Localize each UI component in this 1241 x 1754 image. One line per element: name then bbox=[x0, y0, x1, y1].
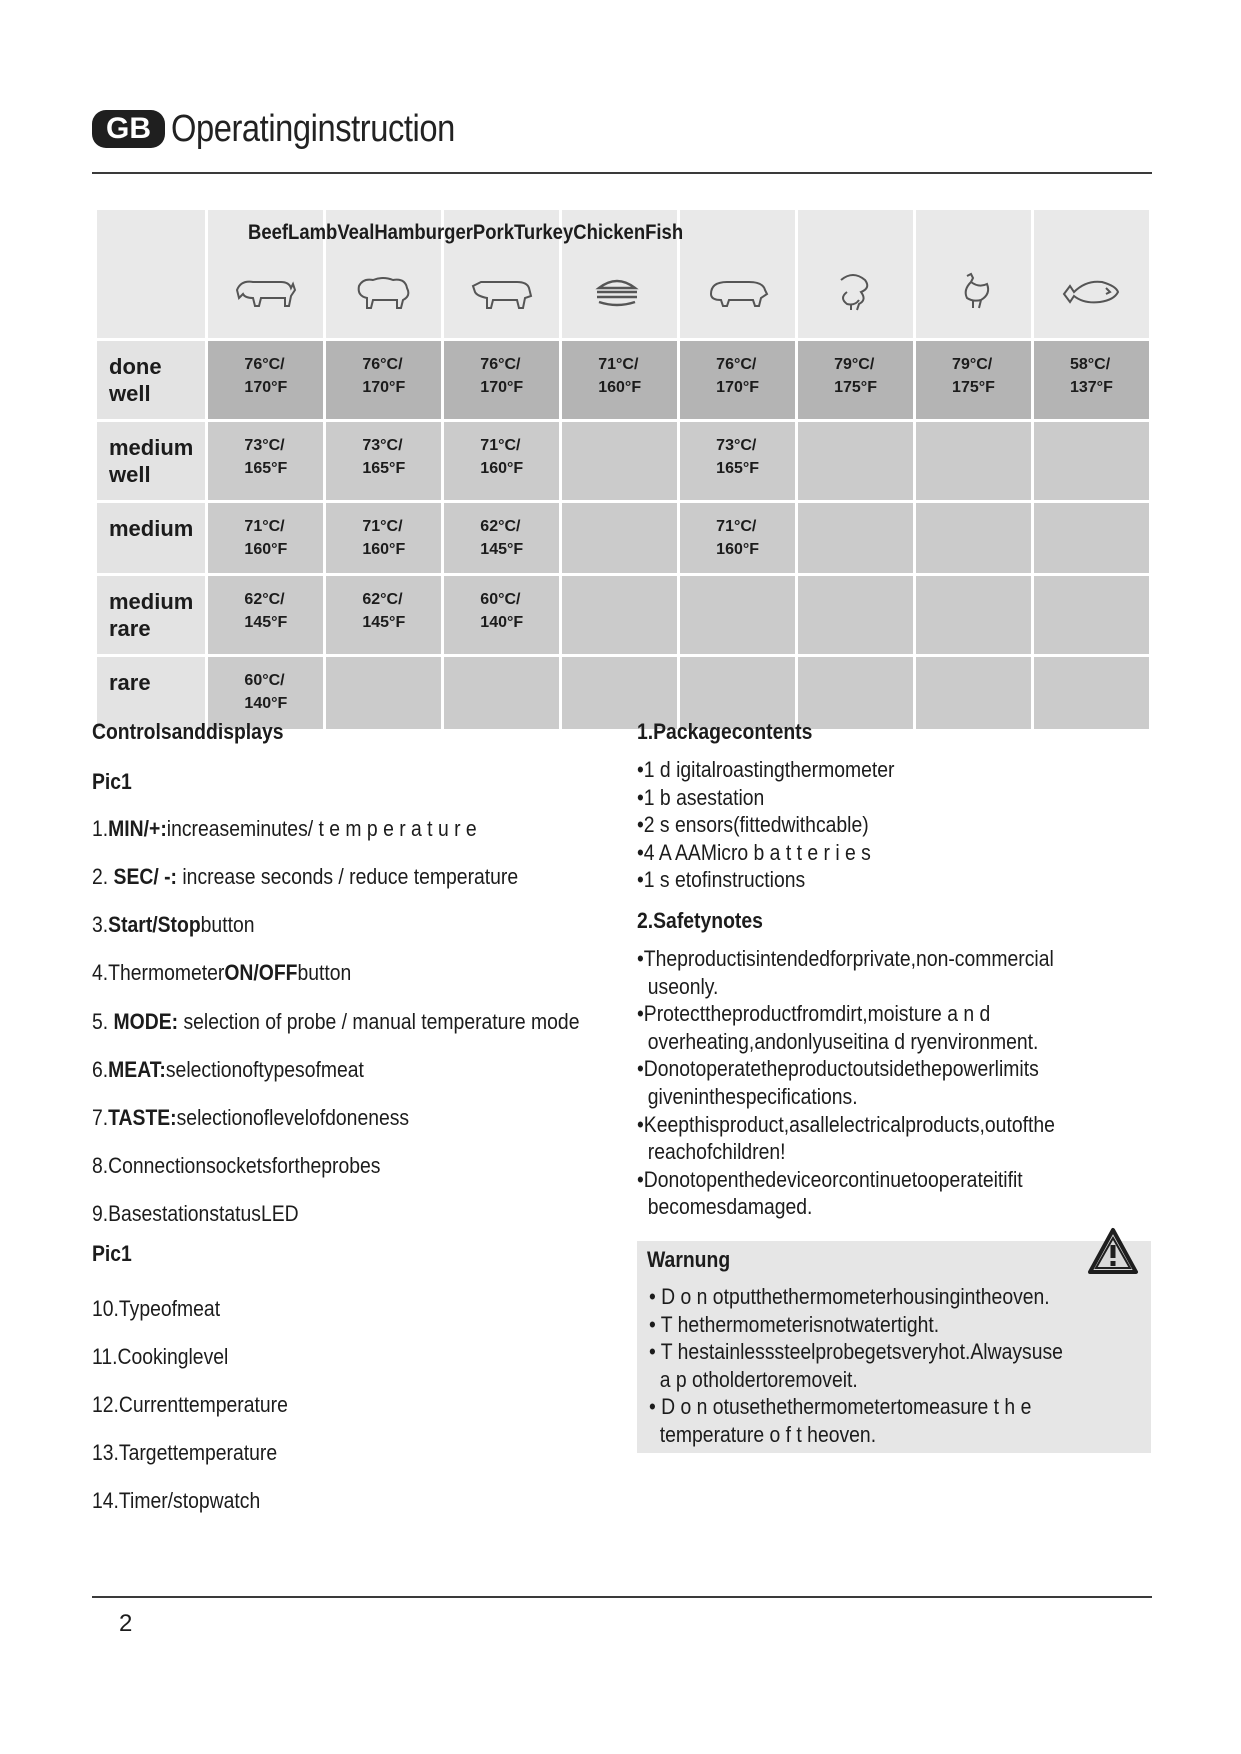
fahrenheit-value: 170°F bbox=[716, 379, 760, 396]
controls-section bbox=[92, 718, 310, 745]
temperature-cell bbox=[798, 422, 913, 500]
temperature-cell bbox=[444, 341, 559, 419]
control-item-number: 1. bbox=[92, 816, 109, 841]
temperature-cell bbox=[916, 422, 1031, 500]
control-item-number: 9.BasestationstatusLED bbox=[92, 1201, 299, 1226]
hamburger-icon bbox=[585, 270, 655, 314]
control-item-key: MEAT: bbox=[108, 1057, 166, 1082]
cow-icon bbox=[231, 270, 301, 314]
doneness-label-line: medium bbox=[109, 516, 194, 541]
control-item-key: MODE: bbox=[113, 1009, 179, 1034]
fahrenheit-value: 175°F bbox=[952, 379, 995, 396]
temperature-cell bbox=[562, 576, 677, 654]
control-item-text: selection of probe / manual temperature mode bbox=[178, 1009, 580, 1034]
safety-line: •Protecttheproductfromdirt,moisture a n d bbox=[637, 1001, 991, 1027]
control-item-text: increase seconds / reduce temperature bbox=[177, 864, 519, 889]
temperature-cell bbox=[916, 657, 1031, 729]
temperature-cell bbox=[326, 503, 441, 573]
doneness-table bbox=[94, 207, 1152, 732]
fahrenheit-value: 160°F bbox=[244, 541, 288, 558]
celsius-value: 76°C/ bbox=[362, 356, 403, 373]
temperature-cell bbox=[1034, 341, 1149, 419]
pic1-heading: Pic1 bbox=[92, 769, 132, 794]
doneness-label-line: medium bbox=[109, 589, 194, 614]
control-item bbox=[92, 1152, 380, 1179]
celsius-value: 71°C/ bbox=[480, 437, 521, 454]
temperature-cell bbox=[208, 341, 323, 419]
control-item-number: 2. bbox=[92, 864, 114, 889]
control-item bbox=[92, 1008, 579, 1035]
turkey-icon bbox=[821, 270, 891, 314]
celsius-value: 73°C/ bbox=[244, 437, 285, 454]
temperature-cell bbox=[1034, 422, 1149, 500]
celsius-value: 79°C/ bbox=[952, 356, 993, 373]
fahrenheit-value: 160°F bbox=[362, 541, 406, 558]
safety-line: giveninthespecifications. bbox=[637, 1084, 858, 1109]
package-item: •4 A AAMicro b a t t e r i e s bbox=[637, 839, 871, 865]
celsius-value: 71°C/ bbox=[598, 356, 639, 373]
chicken-icon bbox=[939, 270, 1009, 314]
celsius-value: 76°C/ bbox=[716, 356, 757, 373]
temperature-cell bbox=[1034, 503, 1149, 573]
fahrenheit-value: 145°F bbox=[362, 614, 406, 631]
control-item-key: Start/Stop bbox=[108, 912, 201, 937]
meat-header-cell bbox=[798, 210, 913, 338]
doneness-label-line: rare bbox=[109, 616, 151, 641]
footer-divider bbox=[92, 1596, 1152, 1598]
control-item-text: increaseminutes/ t e m p e r a t u r e bbox=[166, 816, 477, 841]
fahrenheit-value: 160°F bbox=[480, 460, 524, 477]
meat-header-cell bbox=[1034, 210, 1149, 338]
page-title: Operatinginstruction bbox=[171, 107, 455, 150]
fahrenheit-value: 140°F bbox=[244, 695, 288, 712]
fahrenheit-value: 137°F bbox=[1069, 379, 1113, 396]
celsius-value: 60°C/ bbox=[244, 672, 285, 689]
temperature-cell bbox=[798, 341, 913, 419]
temperature-cell bbox=[562, 422, 677, 500]
display-item: 14.Timer/stopwatch bbox=[92, 1488, 261, 1513]
fahrenheit-value: 145°F bbox=[244, 614, 288, 631]
meat-header-cell bbox=[916, 210, 1031, 338]
celsius-value: 73°C/ bbox=[362, 437, 403, 454]
doneness-label-line: well bbox=[109, 462, 151, 487]
warning-box bbox=[637, 1241, 1151, 1453]
temperature-cell bbox=[444, 657, 559, 729]
control-item bbox=[92, 1200, 299, 1227]
table-row bbox=[97, 503, 1149, 573]
celsius-value: 60°C/ bbox=[480, 591, 521, 608]
warning-line: • T hethermometerisnotwatertight. bbox=[649, 1311, 940, 1337]
warning-line: temperature o f t heoven. bbox=[649, 1421, 877, 1447]
control-item-text: button bbox=[200, 912, 255, 937]
temperature-cell bbox=[562, 341, 677, 419]
veal-icon bbox=[467, 270, 537, 314]
safety-line: •Donotoperatetheproductoutsidethepowerlimits bbox=[637, 1056, 1039, 1082]
temperature-cell bbox=[562, 503, 677, 573]
temperature-cell bbox=[208, 503, 323, 573]
fahrenheit-value: 175°F bbox=[834, 379, 877, 396]
celsius-value: 73°C/ bbox=[716, 437, 757, 454]
doneness-label-line bbox=[109, 542, 193, 543]
temperature-cell bbox=[798, 503, 913, 573]
doneness-label-line: well bbox=[109, 381, 151, 406]
package-item: •1 b asestation bbox=[637, 784, 765, 810]
warning-line: • T hestainlesssteelprobegetsveryhot.Alwaysuse bbox=[649, 1339, 1063, 1364]
package-item: •1 d igitalroastingthermometer bbox=[637, 757, 895, 782]
control-item-number: 7. bbox=[92, 1105, 109, 1130]
fahrenheit-value: 165°F bbox=[244, 460, 288, 477]
doneness-label-line bbox=[109, 696, 193, 697]
display-item: 13.Targettemperature bbox=[92, 1440, 278, 1465]
control-item bbox=[92, 1104, 409, 1131]
doneness-label bbox=[97, 503, 205, 573]
temperature-cell bbox=[326, 422, 441, 500]
language-badge: GB bbox=[92, 110, 165, 148]
control-item bbox=[92, 959, 351, 986]
temperature-cell bbox=[1034, 576, 1149, 654]
celsius-value: 62°C/ bbox=[244, 591, 285, 608]
table-row bbox=[97, 422, 1149, 500]
table-row bbox=[97, 341, 1149, 419]
temperature-cell bbox=[444, 422, 559, 500]
celsius-value: 62°C/ bbox=[362, 591, 403, 608]
doneness-label bbox=[97, 576, 205, 654]
control-item bbox=[92, 863, 518, 890]
display-item: 12.Currenttemperature bbox=[92, 1392, 288, 1417]
temperature-cell bbox=[208, 422, 323, 500]
package-item: •1 s etofinstructions bbox=[637, 867, 806, 892]
pig-icon bbox=[703, 270, 773, 314]
temperature-cell bbox=[680, 503, 795, 573]
lamb-icon bbox=[349, 270, 419, 314]
safety-line: becomesdamaged. bbox=[637, 1194, 813, 1220]
temperature-cell bbox=[916, 576, 1031, 654]
celsius-value: 58°C/ bbox=[1069, 356, 1111, 373]
warning-title: Warnung bbox=[647, 1247, 731, 1272]
doneness-label bbox=[97, 341, 205, 419]
warning-line: • D o n otusethethermometertomeasure t h e bbox=[649, 1394, 1032, 1419]
celsius-value: 71°C/ bbox=[362, 518, 403, 535]
temperature-cell bbox=[208, 576, 323, 654]
display-item: 10.Typeofmeat bbox=[92, 1296, 221, 1321]
control-item-number: 3. bbox=[92, 912, 109, 937]
controls-title: Controlsanddisplays bbox=[92, 719, 284, 744]
control-item-number: 6. bbox=[92, 1057, 109, 1082]
table-corner-cell bbox=[97, 210, 205, 338]
safety-title: 2.Safetynotes bbox=[637, 908, 763, 933]
fahrenheit-value: 170°F bbox=[362, 379, 406, 396]
doneness-label bbox=[97, 422, 205, 500]
fahrenheit-value: 165°F bbox=[362, 460, 406, 477]
warning-line: a p otholdertoremoveit. bbox=[649, 1366, 858, 1392]
control-item bbox=[92, 815, 477, 842]
pic1-heading-2: Pic1 bbox=[92, 1241, 132, 1266]
fish-icon bbox=[1056, 270, 1126, 314]
temperature-cell bbox=[798, 576, 913, 654]
control-item-number: 8.Connectionsocketsfortheprobes bbox=[92, 1153, 381, 1178]
doneness-label-line: rare bbox=[109, 670, 151, 695]
safety-line: useonly. bbox=[637, 973, 719, 999]
package-title: 1.Packagecontents bbox=[637, 719, 813, 744]
safety-line: reachofchildren! bbox=[637, 1139, 786, 1165]
fahrenheit-value: 140°F bbox=[480, 614, 524, 631]
safety-line: •Theproductisintendedforprivate,non-commercial bbox=[637, 946, 1054, 971]
safety-line: overheating,andonlyuseitina d ryenvironment. bbox=[637, 1028, 1039, 1054]
temperature-cell bbox=[1034, 657, 1149, 729]
control-item-number: 4.Thermometer bbox=[92, 960, 225, 985]
temperature-cell bbox=[916, 503, 1031, 573]
fahrenheit-value: 170°F bbox=[244, 379, 288, 396]
temperature-cell bbox=[680, 341, 795, 419]
celsius-value: 76°C/ bbox=[244, 356, 285, 373]
fahrenheit-value: 160°F bbox=[716, 541, 760, 558]
celsius-value: 76°C/ bbox=[480, 356, 521, 373]
control-item bbox=[92, 1056, 364, 1083]
meat-types-header: BeefLambVealHamburgerPorkTurkeyChickenFish bbox=[248, 221, 684, 244]
temperature-cell bbox=[444, 576, 559, 654]
header-divider bbox=[92, 172, 1152, 174]
control-item-text: button bbox=[297, 960, 352, 985]
display-item: 11.Cookinglevel bbox=[92, 1344, 229, 1369]
control-item-key: TASTE: bbox=[108, 1105, 177, 1130]
fahrenheit-value: 145°F bbox=[480, 541, 524, 558]
celsius-value: 79°C/ bbox=[834, 356, 875, 373]
safety-line: •Donotopenthedeviceorcontinuetooperateitifit bbox=[637, 1166, 1023, 1192]
control-item-text: selectionoftypesofmeat bbox=[165, 1057, 364, 1082]
page-header bbox=[92, 105, 501, 153]
page-number: 2 bbox=[119, 1610, 133, 1637]
package-item: •2 s ensors(fittedwithcable) bbox=[637, 812, 869, 837]
temperature-cell bbox=[326, 341, 441, 419]
table-row bbox=[97, 576, 1149, 654]
control-item-key: ON/OFF bbox=[224, 960, 298, 985]
control-item-number: 5. bbox=[92, 1009, 114, 1034]
temperature-cell bbox=[326, 576, 441, 654]
temperature-cell bbox=[326, 657, 441, 729]
control-item-key: SEC/ -: bbox=[113, 864, 178, 889]
fahrenheit-value: 170°F bbox=[480, 379, 524, 396]
fahrenheit-value: 165°F bbox=[716, 460, 760, 477]
doneness-label-line: done bbox=[109, 354, 162, 379]
temperature-cell bbox=[916, 341, 1031, 419]
doneness-label-line: medium bbox=[109, 435, 194, 460]
temperature-cell bbox=[680, 576, 795, 654]
celsius-value: 62°C/ bbox=[480, 518, 521, 535]
celsius-value: 71°C/ bbox=[244, 518, 285, 535]
control-item bbox=[92, 911, 254, 938]
warning-triangle-icon bbox=[1087, 1227, 1139, 1275]
meat-header-cell bbox=[680, 210, 795, 338]
fahrenheit-value: 160°F bbox=[598, 379, 642, 396]
warning-line: • D o n otputthethermometerhousingintheoven. bbox=[649, 1284, 1050, 1309]
temperature-cell bbox=[680, 422, 795, 500]
celsius-value: 71°C/ bbox=[716, 518, 757, 535]
temperature-cell bbox=[444, 503, 559, 573]
control-item-key: MIN/+: bbox=[108, 816, 167, 841]
safety-line: •Keepthisproduct,asallelectricalproducts,outofthe bbox=[637, 1111, 1055, 1137]
control-item-text: selectionoflevelofdoneness bbox=[176, 1105, 410, 1130]
